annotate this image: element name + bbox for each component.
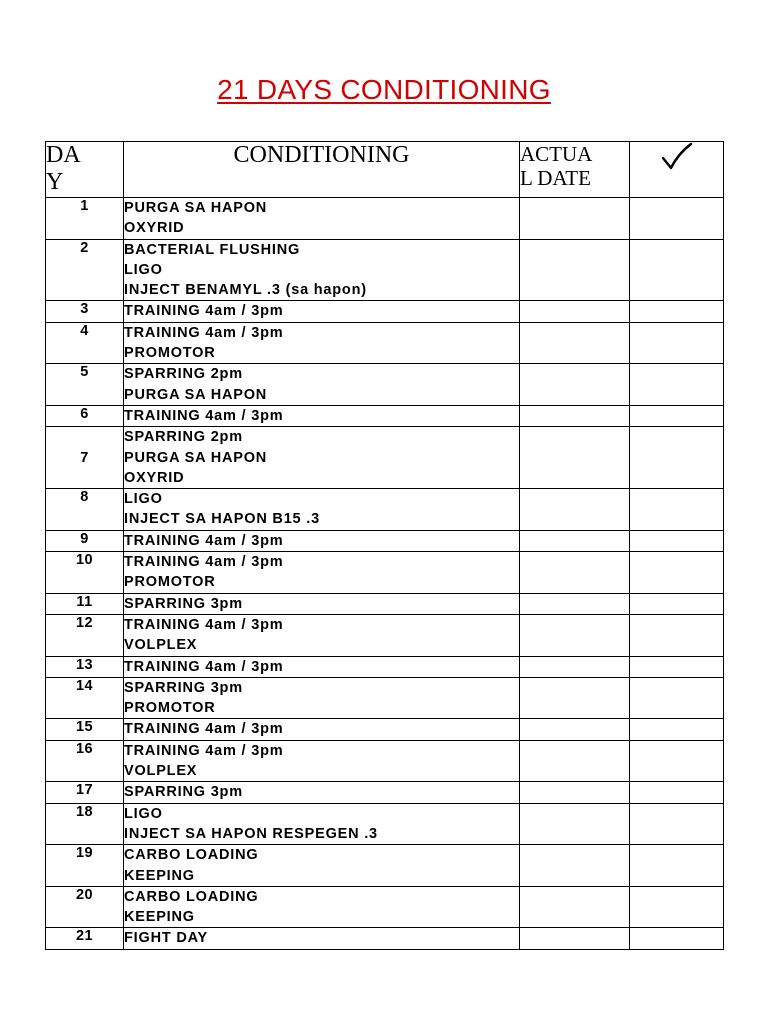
actual-date-cell[interactable] xyxy=(520,552,630,594)
conditioning-line: FIGHT DAY xyxy=(124,930,209,947)
actual-date-cell[interactable] xyxy=(520,489,630,531)
actual-date-cell[interactable] xyxy=(520,239,630,301)
actual-date-cell[interactable] xyxy=(520,405,630,426)
conditioning-line: TRAINING 4am / 3pm xyxy=(124,303,284,320)
actual-date-cell[interactable] xyxy=(520,593,630,614)
day-cell: 19 xyxy=(46,845,124,887)
conditioning-line: TRAINING 4am / 3pm xyxy=(124,616,284,633)
conditioning-cell xyxy=(124,301,520,322)
day-cell: 17 xyxy=(46,782,124,803)
day-cell: 13 xyxy=(46,656,124,677)
actual-date-cell[interactable] xyxy=(520,614,630,656)
table-row xyxy=(46,928,724,949)
conditioning-line: VOLPLEX xyxy=(124,637,198,654)
actual-date-cell[interactable] xyxy=(520,198,630,240)
actual-date-cell[interactable] xyxy=(520,782,630,803)
actual-date-cell[interactable] xyxy=(520,322,630,364)
conditioning-line: SPARRING 2pm xyxy=(124,429,243,446)
conditioning-line: OXYRID xyxy=(124,220,185,237)
header-conditioning: CONDITIONING xyxy=(124,142,520,198)
day-cell: 15 xyxy=(46,719,124,740)
conditioning-line: CARBO LOADING xyxy=(124,888,259,905)
conditioning-line: LIGO xyxy=(124,805,163,822)
check-cell[interactable] xyxy=(630,198,724,240)
conditioning-cell xyxy=(124,740,520,782)
check-cell[interactable] xyxy=(630,301,724,322)
conditioning-line: PROMOTOR xyxy=(124,700,216,717)
table-row xyxy=(46,322,724,364)
table-row xyxy=(46,489,724,531)
actual-date-cell[interactable] xyxy=(520,928,630,949)
day-cell: 9 xyxy=(46,530,124,551)
check-cell[interactable] xyxy=(630,803,724,845)
conditioning-line: SPARRING 3pm xyxy=(124,595,243,612)
check-cell[interactable] xyxy=(630,552,724,594)
check-cell[interactable] xyxy=(630,405,724,426)
table-header-row xyxy=(46,142,724,198)
day-cell: 5 xyxy=(46,364,124,406)
conditioning-line: PROMOTOR xyxy=(124,345,216,362)
table-row xyxy=(46,719,724,740)
page-title: 21 DAYS CONDITIONING xyxy=(217,74,551,105)
table-row xyxy=(46,782,724,803)
actual-date-cell[interactable] xyxy=(520,803,630,845)
conditioning-line: SPARRING 3pm xyxy=(124,784,243,801)
day-cell: 20 xyxy=(46,886,124,928)
day-cell: 10 xyxy=(46,552,124,594)
conditioning-cell xyxy=(124,239,520,301)
table-row xyxy=(46,677,724,719)
check-cell[interactable] xyxy=(630,740,724,782)
conditioning-cell xyxy=(124,614,520,656)
conditioning-cell xyxy=(124,552,520,594)
conditioning-cell xyxy=(124,845,520,887)
day-cell: 7 xyxy=(46,427,124,489)
check-cell[interactable] xyxy=(630,614,724,656)
table-row xyxy=(46,364,724,406)
conditioning-cell xyxy=(124,677,520,719)
actual-date-cell[interactable] xyxy=(520,427,630,489)
day-cell: 6 xyxy=(46,405,124,426)
day-cell: 3 xyxy=(46,301,124,322)
table-row xyxy=(46,301,724,322)
header-day xyxy=(46,142,124,198)
check-cell[interactable] xyxy=(630,782,724,803)
conditioning-line: SPARRING 2pm xyxy=(124,366,243,383)
conditioning-cell xyxy=(124,782,520,803)
conditioning-cell xyxy=(124,656,520,677)
conditioning-cell xyxy=(124,364,520,406)
actual-date-cell[interactable] xyxy=(520,656,630,677)
check-cell[interactable] xyxy=(630,656,724,677)
actual-date-cell[interactable] xyxy=(520,740,630,782)
day-cell: 18 xyxy=(46,803,124,845)
header-day-line-1: DA xyxy=(46,142,81,168)
check-cell[interactable] xyxy=(630,239,724,301)
check-cell[interactable] xyxy=(630,530,724,551)
check-cell[interactable] xyxy=(630,593,724,614)
conditioning-line: TRAINING 4am / 3pm xyxy=(124,658,284,675)
table-row xyxy=(46,552,724,594)
conditioning-line: KEEPING xyxy=(124,909,195,926)
day-cell: 12 xyxy=(46,614,124,656)
conditioning-cell xyxy=(124,427,520,489)
check-cell[interactable] xyxy=(630,719,724,740)
conditioning-cell xyxy=(124,322,520,364)
day-cell: 11 xyxy=(46,593,124,614)
conditioning-line: PURGA SA HAPON xyxy=(124,449,268,466)
actual-date-cell[interactable] xyxy=(520,301,630,322)
header-day-line-2: Y xyxy=(46,169,64,195)
actual-date-cell[interactable] xyxy=(520,364,630,406)
conditioning-cell xyxy=(124,593,520,614)
conditioning-line: CARBO LOADING xyxy=(124,847,259,864)
conditioning-line: INJECT BENAMYL .3 (sa hapon) xyxy=(124,282,367,299)
conditioning-line: TRAINING 4am / 3pm xyxy=(124,554,284,571)
actual-date-cell[interactable] xyxy=(520,677,630,719)
table-row xyxy=(46,656,724,677)
actual-date-cell[interactable] xyxy=(520,845,630,887)
conditioning-line: TRAINING 4am / 3pm xyxy=(124,742,284,759)
conditioning-line: PROMOTOR xyxy=(124,574,216,591)
table-row xyxy=(46,198,724,240)
check-cell[interactable] xyxy=(630,489,724,531)
conditioning-cell xyxy=(124,489,520,531)
table-row xyxy=(46,803,724,845)
day-cell: 4 xyxy=(46,322,124,364)
conditioning-cell xyxy=(124,405,520,426)
table-row xyxy=(46,427,724,489)
conditioning-line: PURGA SA HAPON xyxy=(124,386,268,403)
conditioning-line: KEEPING xyxy=(124,867,195,884)
day-cell: 16 xyxy=(46,740,124,782)
header-actual-date-line-2: L DATE xyxy=(520,166,591,190)
conditioning-line: TRAINING 4am / 3pm xyxy=(124,721,284,738)
check-cell[interactable] xyxy=(630,677,724,719)
day-cell: 2 xyxy=(46,239,124,301)
check-cell[interactable] xyxy=(630,845,724,887)
check-cell[interactable] xyxy=(630,322,724,364)
actual-date-cell[interactable] xyxy=(520,886,630,928)
conditioning-cell xyxy=(124,928,520,949)
conditioning-line: LIGO xyxy=(124,261,163,278)
day-cell: 21 xyxy=(46,928,124,949)
table-row xyxy=(46,530,724,551)
conditioning-line: INJECT SA HAPON RESPEGEN .3 xyxy=(124,825,378,842)
table-row xyxy=(46,886,724,928)
header-actual-date-line-1: ACTUA xyxy=(520,142,593,166)
check-cell[interactable] xyxy=(630,928,724,949)
conditioning-line: VOLPLEX xyxy=(124,763,198,780)
day-cell: 14 xyxy=(46,677,124,719)
conditioning-line: TRAINING 4am / 3pm xyxy=(124,324,284,341)
check-cell[interactable] xyxy=(630,886,724,928)
check-cell[interactable] xyxy=(630,427,724,489)
actual-date-cell[interactable] xyxy=(520,719,630,740)
actual-date-cell[interactable] xyxy=(520,530,630,551)
conditioning-line: TRAINING 4am / 3pm xyxy=(124,532,284,549)
conditioning-line: LIGO xyxy=(124,491,163,508)
conditioning-line: TRAINING 4am / 3pm xyxy=(124,407,284,424)
conditioning-line: INJECT SA HAPON B15 .3 xyxy=(124,511,320,528)
day-cell: 8 xyxy=(46,489,124,531)
table-row xyxy=(46,845,724,887)
conditioning-table xyxy=(45,141,724,950)
conditioning-cell xyxy=(124,530,520,551)
table-row xyxy=(46,614,724,656)
conditioning-cell xyxy=(124,886,520,928)
conditioning-cell xyxy=(124,803,520,845)
table-row xyxy=(46,740,724,782)
check-cell[interactable] xyxy=(630,364,724,406)
conditioning-line: BACTERIAL FLUSHING xyxy=(124,241,301,258)
table-row xyxy=(46,405,724,426)
conditioning-cell xyxy=(124,198,520,240)
check-icon xyxy=(660,142,694,177)
conditioning-line: PURGA SA HAPON xyxy=(124,200,268,216)
conditioning-cell xyxy=(124,719,520,740)
table-row xyxy=(46,239,724,301)
conditioning-line: OXYRID xyxy=(124,469,185,486)
conditioning-line: SPARRING 3pm xyxy=(124,679,243,696)
header-actual-date xyxy=(520,142,630,198)
header-check xyxy=(630,142,724,198)
day-cell: 1 xyxy=(46,198,124,240)
table-row xyxy=(46,593,724,614)
